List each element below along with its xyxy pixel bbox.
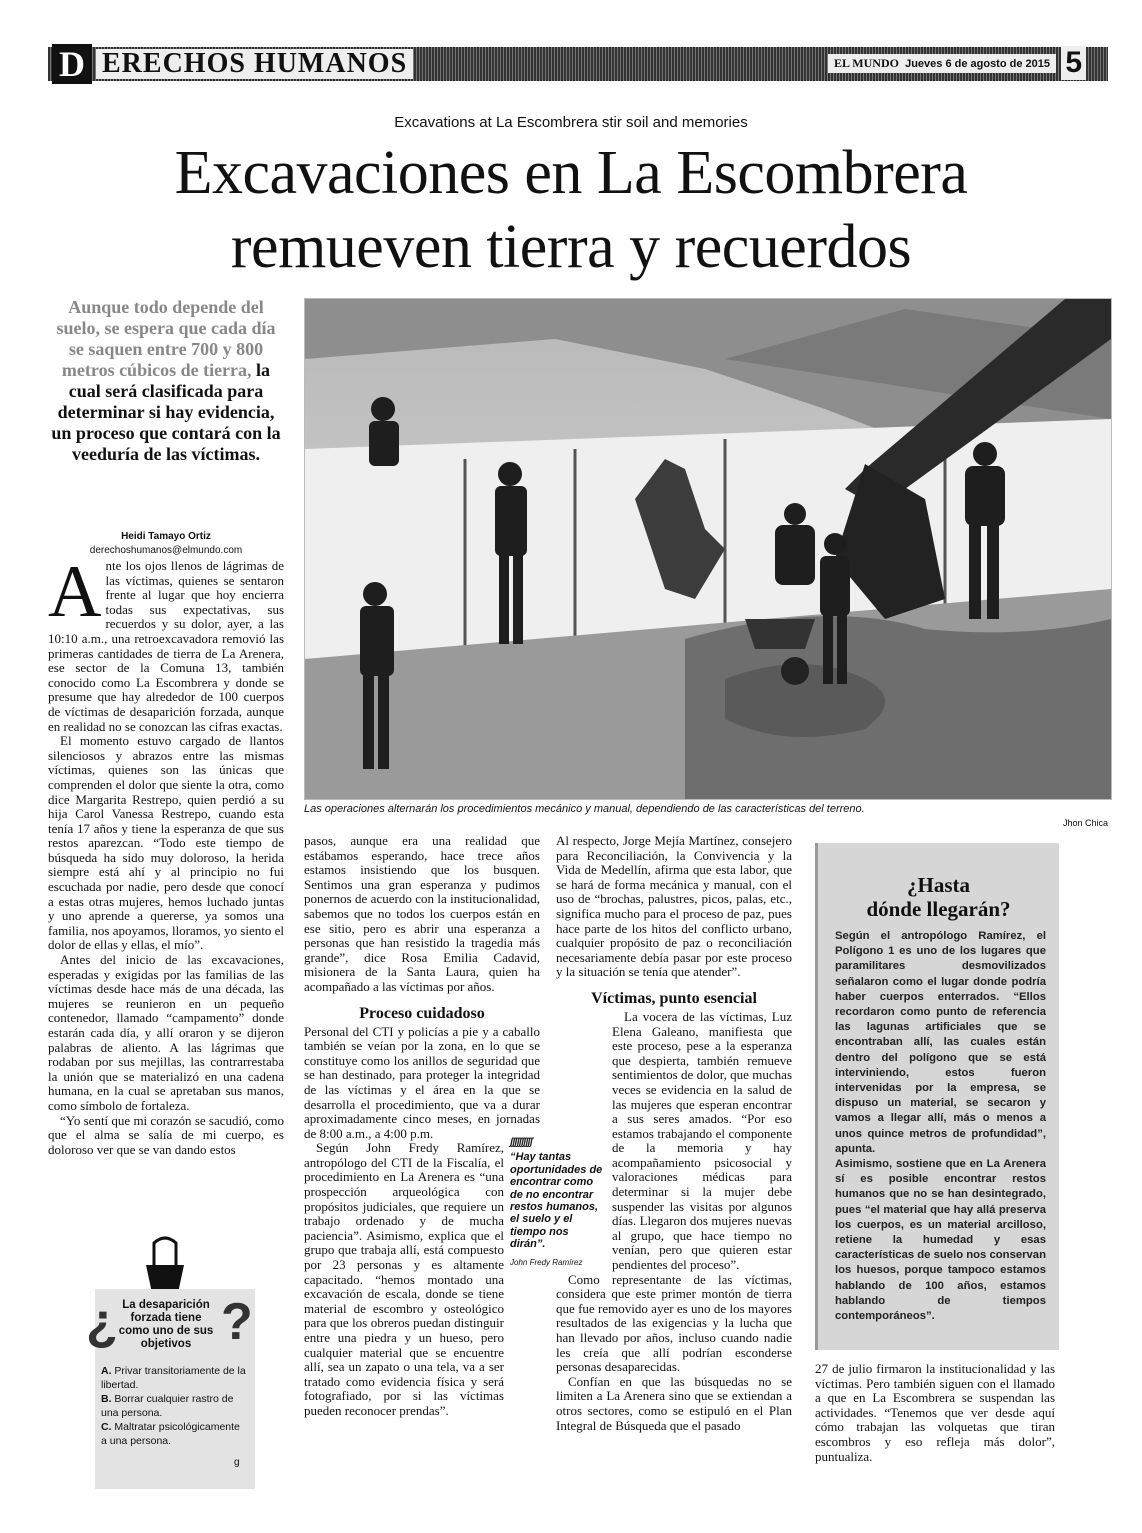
lede-highlight: Aunque todo depende del suelo, se espera que cada día se saquen entre 700 y 800 metros cúbicos de tierra, (56, 297, 276, 380)
newspaper-name: EL MUNDO (833, 56, 899, 70)
paragraph: “Yo sentí que mi corazón se sacudió, como que el alma se salía de mi cuerpo, es doloroso ver que se van dando estos (48, 1112, 284, 1157)
paragraph: Confían en que las búsquedas no se limiten a La Arenera sino que se extiendan a otros sectores, como se estipuló en el Plan Integral de Búsqueda que el pasado (556, 1373, 792, 1433)
paragraph: pasos, aunque era una realidad que estábamos esperando, hace trece años estamos insistiendo que los busquen. Sentimos una gran esperanza y pudimos ponernos de acuerdo con la institucionalidad, sabemos que no todos los cuerpos están en ese sitio, pero es abrir una esperanza a personas que han resistido la tragedia más grande”, dice Rosa Emilia Cadavid, misionera de la Santa Laura, quien ha acompañado a las víctimas por años. (304, 833, 540, 994)
sidebar-paragraph: Asimismo, sostiene que en La Arenera sí es posible encontrar restos humanos que no se han desintegrado, pues “el material que hay allá preserva los cuerpos, es un material arcilloso, retiene la humedad y esas características de suelo nos conservan los huesos, porque tampoco estamos hablando de 100 años, estamos hablando de tiempos contemporáneos”. (835, 1158, 1046, 1323)
quote-author: John Fredy Ramírez (510, 1257, 583, 1267)
section-title: ERECHOS HUMANOS (96, 49, 413, 79)
quiz-option[interactable]: A. Privar transitoriamente de la libertad. (101, 1365, 246, 1391)
page-number: 5 (1061, 46, 1086, 80)
quiz-footer-mark: g (234, 1457, 240, 1468)
english-subtitle: Excavations at La Escombrera stir soil and memories (394, 114, 748, 131)
section-initial: D (52, 44, 92, 84)
quiz-options (101, 1365, 246, 1450)
paragraph: Como representante de las víctimas, considera que este primer montón de tierra que fue removido ayer es uno de los mayores resultados de las exigencias y la lucha que han llevado por años, incluso cuando nadie les creía que allí podrían esconderse personas desaparecidas. (556, 1271, 792, 1375)
article-column-1 (48, 551, 284, 1157)
article-column-4 (815, 1362, 1055, 1464)
subhead-victimas-punto-esencial: Víctimas, punto esencial (591, 989, 757, 1007)
lede-text: la cual será clasificada para determinar si hay evidencia, un proceso que contará con la veeduría de las víctimas. (51, 360, 281, 464)
paragraph: El momento estuvo cargado de llantos silenciosos y abrazos entre las mismas víctimas, quienes son las únicas que comprenden el dolor que siente la otra, como dice Margarita Restrepo, quien perdió a su hija Carol Vanessa Restrepo, cuando esta tenía 17 años y tiene la esperanza de que sus restos aparezcan. “Todo este tiempo de búsqueda ha sido muy doloroso, la herida siempre está ahí y al principio no fui escuchada por nadie, pero desde que conocí a estas otras mujeres, hemos luchado juntas y uno aprende a quererse, ya somos una familia, nos apoyamos, lloramos, yo siento el dolor de ellas y ellas, el mío”. (48, 733, 284, 953)
paragraph: La vocera de las víctimas, Luz Elena Galeano, manifiesta que este proceso, pese a la esperanza que despierta, también remueve sentimientos de dolor, que muchas veces se evidencia en la salud de las mujeres que esperan encontrar a sus seres amados. “Por eso estamos trabajando el componente de la memoria y hay acompañamiento psicosocial y valoraciones médicas para determinar si la mujer debe suspender las visitas por algunos días. Llegaron dos mujeres nuevas al grupo, que hace tiempo no venían, pero que quieren estar pendientes del proceso”. (612, 1008, 792, 1273)
sidebar-body (818, 929, 1059, 1324)
close-question-mark: ? (221, 1293, 253, 1351)
article-column-2 (304, 834, 540, 1419)
subhead-proceso-cuidadoso: Proceso cuidadoso (359, 1004, 485, 1022)
quiz-question: La desaparición forzada tiene como uno de sus objetivos (118, 1299, 214, 1350)
headline-line-2: remueven tierra y recuerdos (230, 213, 912, 281)
headline-line-1: Excavaciones en La Escombrera (174, 139, 968, 207)
sidebar-paragraph: Según el antropólogo Ramírez, el Polígono 1 es uno de los lugares que paramilitares desmovilizados señalaron como el lugar donde podría haber cuerpos enterrados. “Ellos recordaron como punto de referencia las lagunas artificiales que se encontraban allí, las cuales están dentro del polígono que se está interviniendo, estos fueron intervenidas por la empresa, se dispuso un material, se secaron y vamos a llegar allí, más o menos a unos quince metros de profundidad”, apunta. (835, 930, 1046, 1155)
author-email[interactable]: derechoshumanos@elmundo.com (89, 545, 243, 556)
quiz-option[interactable]: B. Borrar cualquier rastro de una persona. (101, 1393, 234, 1419)
quiz-option[interactable]: C. Maltratar psicológicamente a una persona. (101, 1421, 240, 1447)
paragraph: Ante los ojos llenos de lágrimas de las víctimas, quienes se sentaron frente al lugar que hoy encierra todas sus expectativas, sus recuerdos y su dolor, ayer, a las 10:10 a.m., una retroexcavadora removió las primeras cantidades de tierra de La Arenera, ese sector de la Comuna 13, también conocido como La Escombrera y donde se presume que hay alrededor de 100 cuerpos de víctimas de desaparición forzada, aunque en realidad no se conozcan las cifras exactas. (48, 551, 284, 734)
sidebar-title: ¿Hasta dónde llegarán? (866, 873, 1011, 921)
excavation-photo (304, 298, 1112, 800)
photo-caption: Las operaciones alternarán los procedimientos mecánico y manual, dependiendo de las características del terreno. (304, 803, 865, 815)
lede (48, 297, 284, 465)
masthead-info (828, 54, 1056, 73)
quote-text: “Hay tantas oportunidades de encontrar como de no encontrar restos humanos, el suelo y el tiempo nos dirán”. (510, 1151, 603, 1251)
paragraph: Personal del CTI y policías a pie y a caballo también se veían por la zona, en lo que se constituye como los anillos de seguridad que se han destinado, para proteger la integridad de las víctimas y el área en la que se desarrolla el procedimiento, que va a durar aproximadamente cinco meses, en jornadas de 8:00 a.m., a 4:00 p.m. (304, 1023, 540, 1141)
photo-credit: Jhon Chica (1062, 818, 1108, 828)
sidebar-box (815, 843, 1059, 1350)
paragraph: 27 de julio firmaron la institucionalidad y las víctimas. Pero también siguen con el llamado a que en La Escombrera se suspendan las actividades. “Tenemos que ver desde aquí cómo trabajan las volquetas que tiran escombros y eso refleja más dolor”, puntualiza. (815, 1361, 1055, 1464)
drop-cap: A (48, 551, 102, 633)
pull-quote (510, 1137, 606, 1269)
paragraph: Según John Fredy Ramírez, antropólogo del CTI de la Fiscalía, el procedimiento en La Arenera es “una prospección arqueológica con propósitos judiciales, que requiere un trabajo ordenado y de mucha paciencia”. Asimismo, explica que el grupo que trabaja allí, está compuesto por 23 personas y es altamente capacitado. “hemos montado una excavación de escala, donde se tiene material de escombro y osteológico para que los obreros puedan distinguir entre una piedra y un hueso, pero cualquier material que se encuentre allí, sea un zapato o una tela, va a ser tratado como evidencia física y será fotografiado, por si las víctimas pueden reconocer prendas”. (304, 1140, 504, 1418)
spiral-binding-icon: ʃʃʃʃʃʃʃʃʃʃ (510, 1137, 532, 1148)
issue-date: Jueves 6 de agosto de 2015 (905, 58, 1050, 70)
excavation-scene-image (305, 299, 1111, 799)
paragraph: Al respecto, Jorge Mejía Martínez, consejero para Reconciliación, la Convivencia y la Vida de Medellín, afirma que esta labor, que se hará de forma mecánica y manual, con el uso de “brochas, palustres, picos, palas, etc., significa mucho para el proceso de paz, pues hace parte de los hitos del conflicto urbano, cualquier propósito de paz o reconciliación necesariamente debía pasar por este proceso y la situación se tenía que atender”. (556, 833, 792, 980)
author-name: Heidi Tamayo Ortiz (121, 531, 211, 542)
headline (0, 136, 1142, 284)
paragraph: Antes del inicio de las excavaciones, esperadas y exigidas por las familias de las víctimas desde hace más de una década, las mujeres se reunieron en un pequeño contenedor, llamado “campamento” donde estarán cada día, y allí oraron y se dijeron palabras de aliento. A las lágrimas que rodaban por sus mejillas, las contrarrestaba la unión que se materializó en una cadena humana, en la cual se apretaban sus manos, como símbolo de fortaleza. (48, 952, 284, 1113)
open-question-mark: ¿ (86, 1293, 118, 1351)
article-column-3 (556, 834, 792, 1433)
